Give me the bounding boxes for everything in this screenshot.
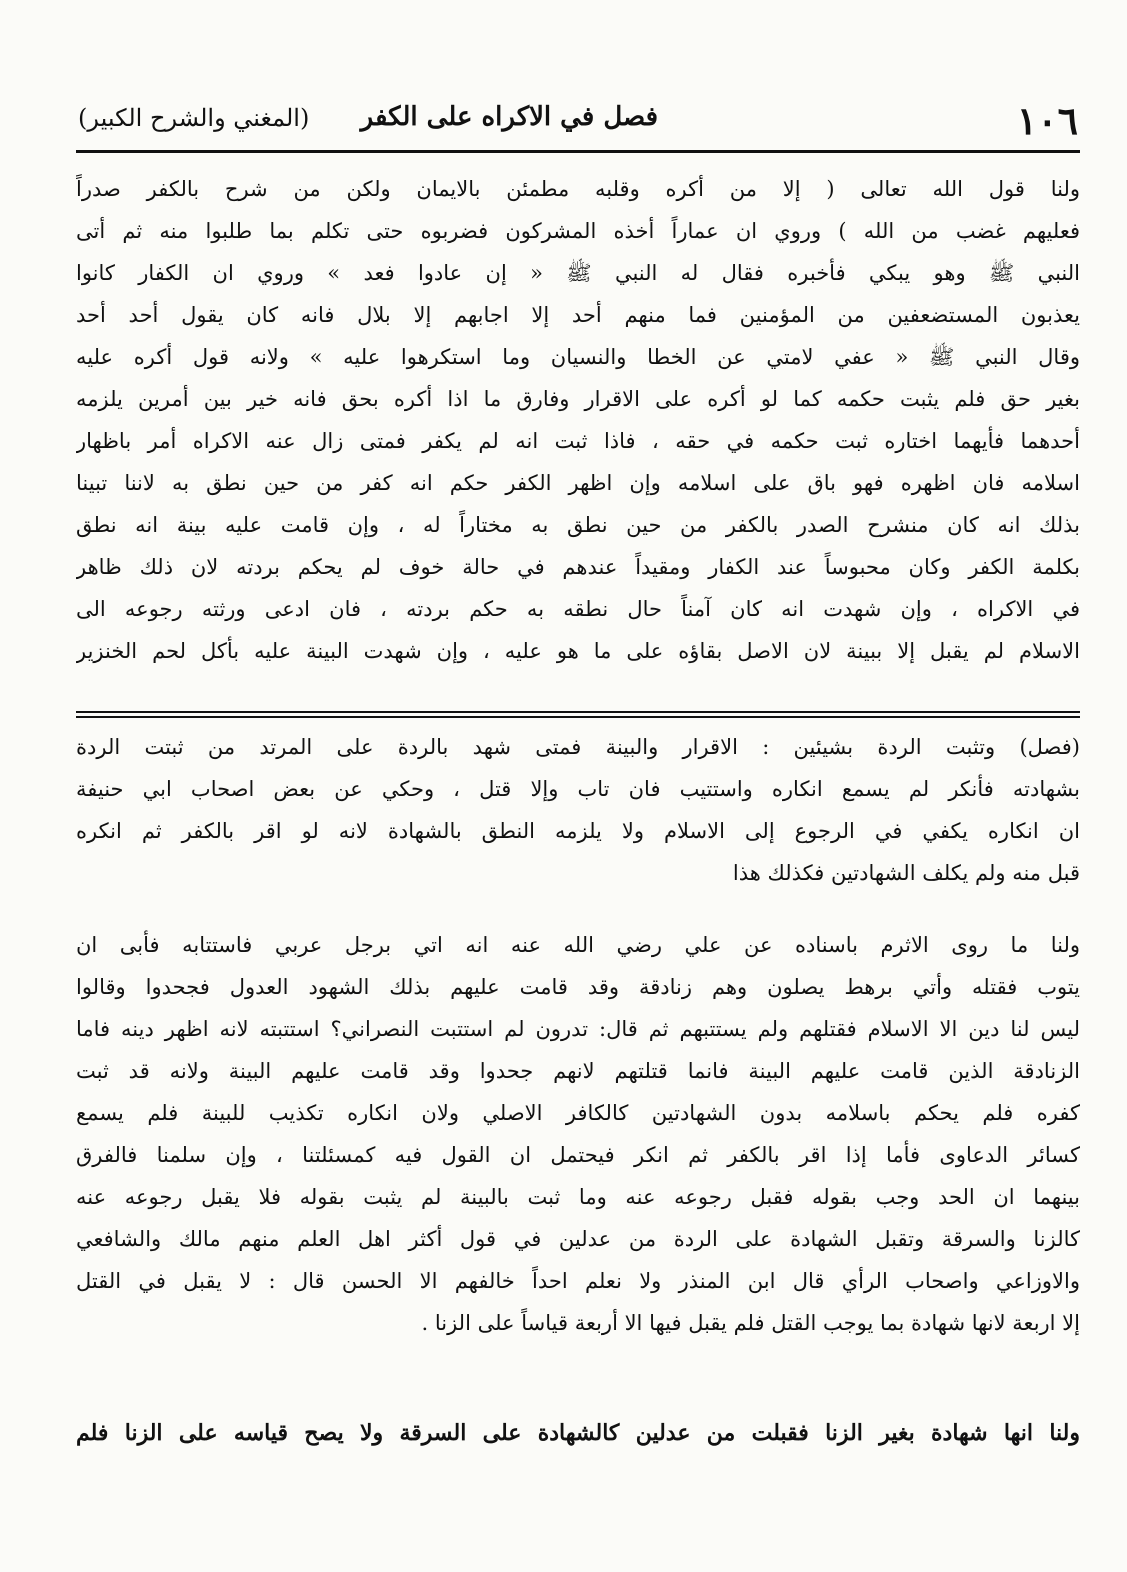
section-title: فصل في الاكراه على الكفر [360,102,658,132]
walana-line: الزنادقة الذين قامت عليهم البينة فانما قتلتهم لانهم جحدوا وقد قامت عليهم البينة ولانه قد ثبت [76,1059,1080,1083]
fasl-line: بشهادته فأنكر لم يسمع انكاره واستتيب فان تاب وإلا قتل ، وحكي عن بعض اصحاب ابي حنيفة [76,777,1080,801]
book-title: (المغني والشرح الكبير) [78,104,310,132]
fasl-paragraph [76,726,1080,894]
final-line: ولنا انها شهادة بغير الزنا فقبلت من عدلين كالشهادة على السرقة ولا يصح قياسه على الزنا فلم [76,1420,1080,1446]
main-text-line: بغير حق فلم يثبت حكمه كما لو أكره على الاقرار وفارق ما اذا أكره بحق فانه خير بين أمرين يلزمه [76,387,1080,411]
walana-line: ليس لنا دين الا الاسلام فقتلهم ولم يستتبهم ثم قال: تدرون لم استتبت النصراني؟ استتبته لانه اظهر دينه فاما [76,1017,1080,1041]
main-text-line: وقال النبي ﷺ « عفي لامتي عن الخطا والنسيان وما استكرهوا عليه » ولانه قول أكره عليه [76,345,1080,369]
page-header [78,98,1078,148]
main-text-line: بكلمة الكفر وكان محبوساً عند الكفار ومقيداً عندهم في حالة خوف لم يحكم بردته لان ذلك ظاهر [76,555,1080,579]
section-divider [76,711,1080,718]
page-number: ١٠٦ [1016,98,1078,143]
main-text-line: النبي ﷺ وهو يبكي فأخبره فقال له النبي ﷺ « إن عادوا فعد » وروي ان الكفار كانوا [76,261,1080,285]
main-text-line: فعليهم غضب من الله ) وروي ان عماراً أخذه المشركون فضربوه حتى تكلم بما طلبوا منه ثم أتى [76,219,1080,243]
walana-line: كفره فلم يحكم باسلامه بدون الشهادتين كالكافر الاصلي ولان انكاره تكذيب للبينة فلم يسمع [76,1101,1080,1125]
final-paragraph [76,1412,1080,1454]
main-text-line: ولنا قول الله تعالى ( إلا من أكره وقلبه مطمئن بالايمان ولكن من شرح بالكفر صدراً [76,177,1080,201]
main-text-block [76,168,1080,672]
main-text-line: اسلامه فان اظهره فهو باق على اسلامه وإن اظهر الكفر حكم انه كفر من حين نطق به لاننا تبينا [76,471,1080,495]
main-text-line: الاسلام لم يقبل إلا ببينة لان الاصل بقاؤه على ما هو عليه ، وإن شهدت البينة عليه بأكل لحم الخنزير [76,639,1080,663]
fasl-line: قبل منه ولم يكلف الشهادتين فكذلك هذا [732,861,1080,885]
header-rule [76,150,1080,153]
main-text-line: بذلك انه كان منشرح الصدر بالكفر من حين نطق به مختاراً له ، وإن قامت عليه بينة انه نطق [76,513,1080,537]
walana-line: كالزنا والسرقة وتقبل الشهادة على الردة من عدلين في قول أكثر اهل العلم منهم مالك والشافعي [76,1227,1080,1251]
fasl-line: (فصل) وتثبت الردة بشيئين : الاقرار والبينة فمتى شهد بالردة على المرتد من ثبتت الردة [76,735,1080,759]
walana-line: ولنا ما روى الاثرم باسناده عن علي رضي الله عنه انه اتي برجل عربي فاستتابه فأبى ان [76,933,1080,957]
walana-line: إلا اربعة لانها شهادة بما يوجب القتل فلم يقبل فيها الا أربعة قياساً على الزنا . [421,1311,1080,1335]
fasl-line: ان انكاره يكفي في الرجوع إلى الاسلام ولا يلزمه النطق بالشهادة لانه لو اقر بالكفر ثم انكره [76,819,1080,843]
main-text-line: في الاكراه ، وإن شهدت انه كان آمناً حال نطقه به حكم بردته ، فان ادعى ورثته رجوعه الى [76,597,1080,621]
walana-line: والاوزاعي واصحاب الرأي قال ابن المنذر ولا نعلم احداً خالفهم الا الحسن قال : لا يقبل في القتل [76,1269,1080,1293]
walana-paragraph [76,924,1080,1344]
walana-line: بينهما ان الحد وجب بقوله فقبل رجوعه عنه وما ثبت بالبينة لم يثبت بقوله فلا يقبل رجوعه عنه [76,1185,1080,1209]
main-text-line: أحدهما فأيهما اختاره ثبت حكمه في حقه ، فاذا ثبت انه لم يكفر فمتى زال عنه الاكراه أمر باظهار [76,429,1080,453]
walana-line: يتوب فقتله وأتي برهط يصلون وهم زنادقة وقد قامت عليهم بذلك الشهود العدول فجحدوا وقالوا [76,975,1080,999]
walana-line: كسائر الدعاوى فأما إذا اقر بالكفر ثم انكر فيحتمل ان القول فيه كمسئلتنا ، وإن سلمنا فالفرق [76,1143,1080,1167]
main-text-line: يعذبون المستضعفين من المؤمنين فما منهم أحد إلا اجابهم إلا بلال فانه كان يقول أحد أحد [76,303,1080,327]
